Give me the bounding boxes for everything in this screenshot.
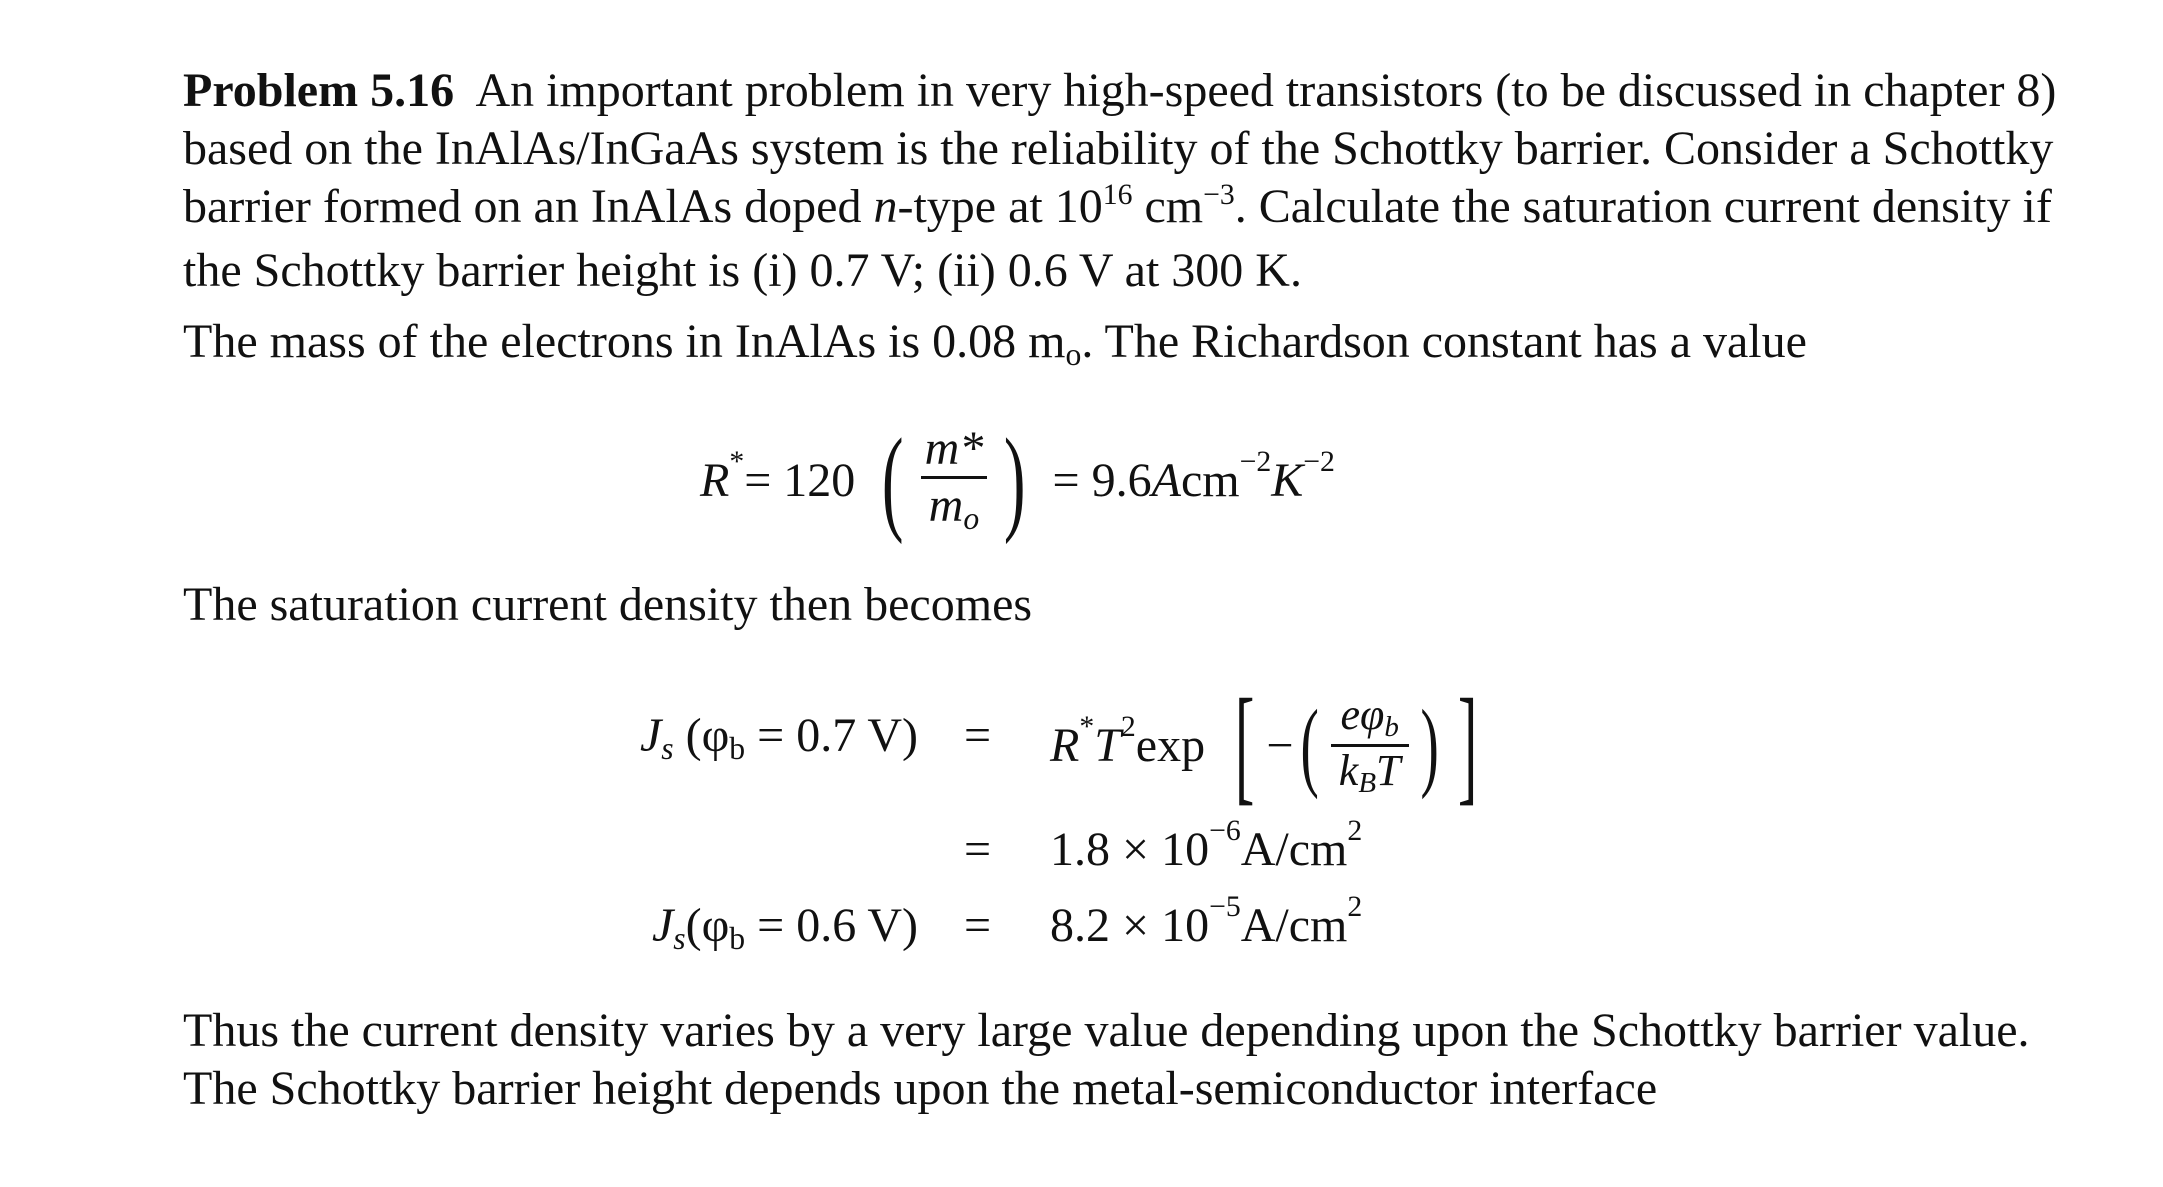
row3-rhs: 8.2 × 10 $^{-5}$ A/cm $^2$: [1050, 890, 1363, 952]
row3-equals: =: [964, 899, 992, 952]
conclusion: Thus the current density varies by a very large value depending upon the Schottky barrier value. The Schottky barrier height depends upon the metal-semiconductor interface: [183, 1004, 2030, 1115]
row1-rhs: R * T $^2$ exp [ − ( $\frac{e\varphi_b}{k_BT}$ ) ]: [1050, 673, 1478, 817]
saturation-intro: The saturation current density then becomes: [183, 578, 1033, 631]
problem-label: Problem 5.16: [183, 64, 455, 117]
row2-equals: =: [964, 823, 992, 876]
right-bracket: ]: [1457, 673, 1478, 817]
mass-ratio-fraction: $\frac{m*}{m_o}$: [917, 422, 992, 538]
problem-statement: Problem 5.16 An important problem in very high-speed transistors (to be discussed in chapter 8) based on the InAlAs/InGaAs system is the reliability of the Schottky barrier. Consider a Schottky barrier formed on an InAlAs doped n-type at $10^{16}$ $cm^{-3}$. Calculate the saturation current density if the Schottky barrier height is (i) 0.7 V; (ii) 0.6 V at 300 K.: [183, 64, 2057, 297]
right-paren: ): [1004, 414, 1026, 545]
mass-sentence: The mass of the electrons in InAlAs is 0.08 $m_o$. The Richardson constant has a value: [183, 315, 1807, 372]
energy-fraction: $\frac{e\varphi_b}{k_BT}$: [1331, 691, 1409, 800]
row3-lhs: $J_s(\varphi_b = 0.6$ V): [651, 899, 918, 956]
richardson-equation: R * = 120 ( $\frac{m*}{m_o}$ ) = 9.6 A cm $^{-2}$ K $^{-2}$: [700, 414, 1335, 545]
left-paren: (: [882, 414, 904, 545]
row1-lhs: $J_s$ ($\varphi_b = 0.7$ V): [639, 709, 918, 766]
row2-rhs: 1.8 × 10 $^{-6}$ A/cm $^2$: [1050, 814, 1363, 876]
left-bracket: [: [1235, 673, 1255, 817]
row1-equals: =: [964, 709, 992, 762]
